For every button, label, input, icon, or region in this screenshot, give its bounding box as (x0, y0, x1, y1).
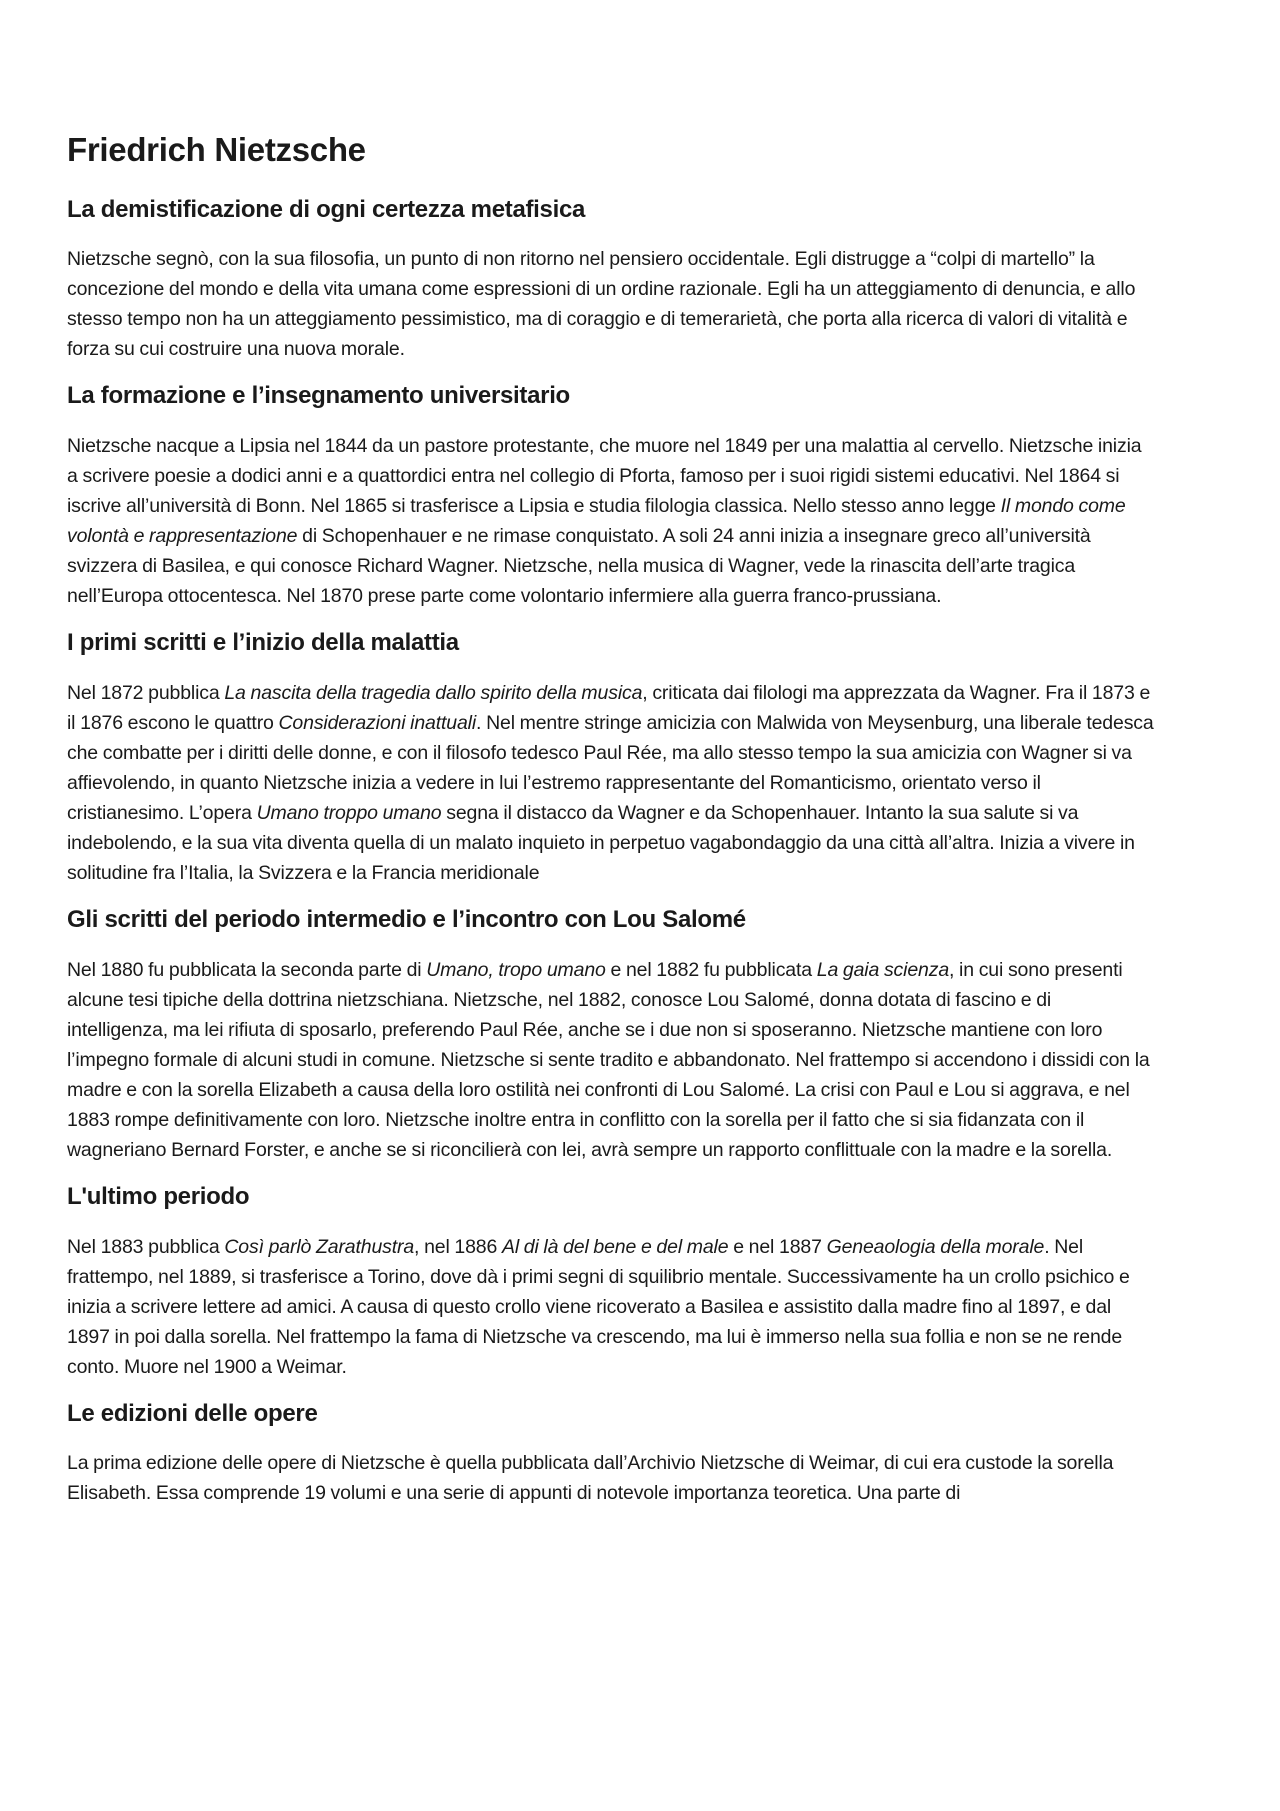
section-heading: La demistificazione di ogni certezza metafisica (67, 195, 586, 223)
text-run: Nietzsche segnò, con la sua filosofia, un punto di non ritorno nel pensiero occidentale. Egli distrugge a “colpi di martello” la concezione del mondo e della vita umana come espressioni di un ordine razionale. Egli ha un atteggiamento di denuncia, e allo stesso tempo non ha un atteggiamento pessimistico, ma di coraggio e di temerarietà, che porta alla ricerca di valori di vitalità e forza su cui costruire una nuova morale. (67, 248, 1136, 361)
paragraph (67, 678, 1154, 888)
section-heading: Gli scritti del periodo intermedio e l’incontro con Lou Salomé (67, 905, 746, 933)
italic-text-run: Geneaologia della morale (826, 1235, 1045, 1258)
section-ultimo-periodo (67, 1183, 1154, 1382)
text-run: , in cui sono presenti alcune tesi tipiche della dottrina nietzschiana. Nietzsche, nel 1882, conosce Lou Salomé, donna dotata di fascino e di intelligenza, ma lei rifiuta di sposarlo, preferendo Paul Rée, anche se i due non si sposeranno. Nietzsche mantiene con loro l’impegno formale di alcuni studi in comune. Nietzsche si sente tradito e abbandonato. Nel frattempo si accendono i dissidi con la madre e con la sorella Elizabeth a causa della loro ostilità nei confronti di Lou Salomé. La crisi con Paul e Lou si aggrava, e nel 1883 rompe definitivamente con loro. Nietzsche inoltre entra in conflitto con la sorella per il fatto che si sia fidanzata con il wagneriano Bernard Forster, e anche se si riconcilierà con lei, avrà sempre un rapporto conflittuale con la madre e la sorella. (67, 958, 1150, 1161)
paragraph (67, 244, 1154, 364)
section-edizioni-opere (67, 1400, 1154, 1509)
section-heading: I primi scritti e l’inizio della malattia (67, 629, 459, 657)
section-formazione (67, 382, 1154, 611)
paragraph (67, 1448, 1154, 1508)
section-heading: La formazione e l’insegnamento universitario (67, 382, 570, 410)
text-run: di Schopenhauer e ne rimase conquistato. A soli 24 anni inizia a insegnare greco all’università svizzera di Basilea, e qui conosce Richard Wagner. Nietzsche, nella musica di Wagner, vede la rinascita dell’arte tragica nell’Europa ottocentesca. Nel 1870 prese parte come volontario infermiere alla guerra franco-prussiana. (67, 525, 1091, 608)
italic-text-run: Umano, tropo umano (426, 958, 606, 981)
paragraph (67, 1232, 1154, 1382)
section-heading: Le edizioni delle opere (67, 1399, 318, 1427)
italic-text-run: Il mondo come volontà e rappresentazione (67, 495, 1126, 548)
paragraph (67, 431, 1154, 611)
italic-text-run: Così parlò Zarathustra (224, 1235, 415, 1258)
text-run: . Nel frattempo, nel 1889, si trasferisce a Torino, dove dà i primi segni di squilibrio mentale. Successivamente ha un crollo psichico e inizia a scrivere lettere ad amici. A causa di questo crollo viene ricoverato a Basilea e assistito dalla madre fino al 1897, e dal 1897 in poi dalla sorella. Nel frattempo la fama di Nietzsche va crescendo, ma lui è immerso nella sua follia e non se ne rende conto. Muore nel 1900 a Weimar. (67, 1235, 1130, 1378)
text-run: , nel 1886 (414, 1235, 502, 1258)
text-run: e nel 1882 fu pubblicata (605, 958, 817, 981)
text-run: La prima edizione delle opere di Nietzsche è quella pubblicata dall’Archivio Nietzsche di Weimar, di cui era custode la sorella Elisabeth. Essa comprende 19 volumi e una serie di appunti di notevole importanza teoretica. Una parte di (67, 1452, 1114, 1505)
text-run: Nel 1883 pubblica (67, 1235, 225, 1258)
section-periodo-intermedio (67, 906, 1154, 1165)
paragraph (67, 955, 1154, 1165)
section-heading: L'ultimo periodo (67, 1182, 250, 1210)
text-run: Nel 1872 pubblica (67, 681, 225, 704)
italic-text-run: Umano troppo umano (256, 801, 442, 824)
document-title: Friedrich Nietzsche (67, 131, 366, 168)
text-run: . Nel mentre stringe amicizia con Malwida von Meysenburg, una liberale tedesca che combatte per i diritti delle donne, e con il filosofo tedesco Paul Rée, ma allo stesso tempo la sua amicizia con Wagner si va affievolendo, in quanto Nietzsche inizia a vedere in lui l’estremo rappresentante del Romanticismo, orientato verso il cristianesimo. L’opera (67, 711, 1154, 824)
text-run: segna il distacco da Wagner e da Schopenhauer. Intanto la sua salute si va indebolendo, e la sua vita diventa quella di un malato inquieto in perpetuo vagabondaggio da una città all’altra. Inizia a vivere in solitudine fra l’Italia, la Svizzera e la Francia meridionale (67, 801, 1135, 884)
text-run: e nel 1887 (728, 1235, 827, 1258)
text-run: Nel 1880 fu pubblicata la seconda parte di (67, 958, 427, 981)
italic-text-run: Al di là del bene e del male (501, 1235, 729, 1258)
text-run: Nietzsche nacque a Lipsia nel 1844 da un pastore protestante, che muore nel 1849 per una malattia al cervello. Nietzsche inizia a scrivere poesie a dodici anni e a quattordici entra nel collegio di Pforta, famoso per i suoi rigidi sistemi educativi. Nel 1864 si iscrive all’università di Bonn. Nel 1865 si trasferisce a Lipsia e studia filologia classica. Nello stesso anno legge (67, 435, 1142, 518)
section-demistificazione (67, 196, 1154, 365)
text-run: , criticata dai filologi ma apprezzata da Wagner. Fra il 1873 e il 1876 escono le quattro (67, 681, 1151, 734)
italic-text-run: Considerazioni inattuali (278, 711, 477, 734)
italic-text-run: La gaia scienza (816, 958, 950, 981)
section-primi-scritti (67, 629, 1154, 888)
italic-text-run: La nascita della tragedia dallo spirito della musica (224, 681, 643, 704)
